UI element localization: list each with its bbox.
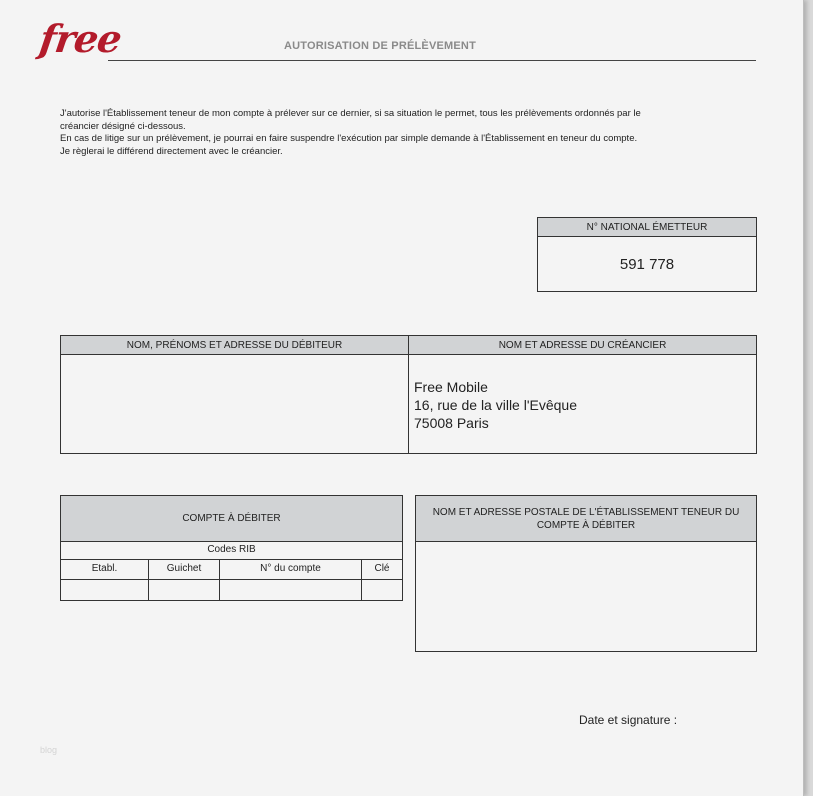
rib-etabl-field[interactable] (61, 580, 148, 601)
emitter-number-label: N° NATIONAL ÉMETTEUR (538, 218, 756, 237)
rib-guichet-field[interactable] (148, 580, 219, 601)
authorization-text (60, 108, 740, 158)
document-title: AUTORISATION DE PRÉLÈVEMENT (283, 40, 476, 52)
creditor-city: 75008 Paris (414, 415, 489, 431)
rib-col-cle: Clé (361, 560, 402, 579)
rib-cle-field[interactable] (361, 580, 402, 601)
emitter-number-value: 591 778 (619, 256, 675, 273)
creditor-street: 16, rue de la ville l'Evêque (414, 397, 577, 413)
debtor-column (61, 336, 408, 453)
creditor-header: NOM ET ADRESSE DU CRÉANCIER (409, 336, 756, 355)
debtor-header: NOM, PRÉNOMS ET ADRESSE DU DÉBITEUR (61, 336, 408, 355)
intro-line-1: J'autorise l'Établissement teneur de mon compte à prélever sur ce dernier, si sa situation le permet, tous les prélèvements ordonnés par le (60, 108, 641, 119)
date-signature-label: Date et signature : (579, 713, 678, 727)
creditor-address (409, 355, 756, 432)
intro-line-3: En cas de litige sur un prélèvement, je pourrai en faire suspendre l'exécution par simple demande à l'Établissement en teneur du compte. (60, 133, 638, 145)
debtor-address-field[interactable] (61, 355, 408, 453)
intro-line-2: créancier désigné ci-dessous. (60, 120, 186, 132)
intro-line-4: Je règlerai le différend directement avec le créancier. (60, 145, 283, 157)
emitter-number-box (537, 217, 757, 292)
rib-value-row (61, 580, 402, 601)
rib-col-guichet: Guichet (148, 560, 219, 579)
bank-address-field[interactable] (416, 542, 756, 650)
rib-codes-label: Codes RIB (61, 542, 402, 560)
bank-address-header: NOM ET ADRESSE POSTALE DE L'ÉTABLISSEMENT TENEUR DU COMPTE À DÉBITER (416, 496, 756, 542)
rib-header-row (61, 560, 402, 580)
rib-col-etabl: Etabl. (91, 563, 118, 574)
parties-table (60, 335, 757, 454)
rib-col-account-number: N° du compte (219, 560, 361, 579)
rib-account-number-field[interactable] (219, 580, 361, 601)
creditor-name: Free Mobile (414, 379, 488, 395)
bank-address-box (415, 495, 757, 652)
watermark: blog (40, 745, 58, 755)
account-header: COMPTE À DÉBITER (61, 496, 402, 542)
free-logo: free (36, 16, 124, 61)
title-divider (108, 60, 756, 61)
account-to-debit-box (60, 495, 403, 601)
creditor-column (408, 336, 756, 453)
